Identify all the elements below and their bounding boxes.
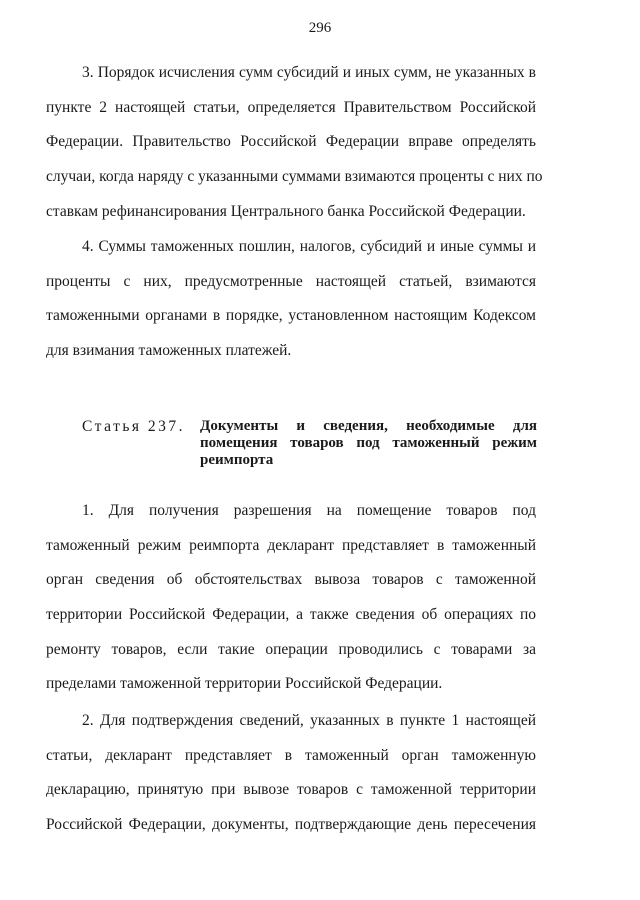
text-line: для взимания таможенных платежей. [46, 342, 292, 360]
article-title [200, 418, 537, 469]
text-line: статьи, декларант представляет в таможенный орган таможенную [46, 746, 536, 764]
text-line: 3. Порядок исчисления сумм субсидий и иных сумм, не указанных в [82, 64, 536, 81]
paragraph-4 [46, 236, 536, 375]
text-line: проценты с них, предусмотренные настоящей статьей, взимаются [46, 272, 536, 290]
text-line: 2. Для подтверждения сведений, указанных в пункте 1 настоящей [82, 712, 536, 729]
text-line: пределами таможенной территории Российской Федерации. [46, 675, 443, 693]
article-label: Статья 237. [82, 418, 186, 435]
text-line: Федерации. Правительство Российской Федерации вправе определять [46, 133, 536, 151]
text-line: 1. Для получения разрешения на помещение товаров под [82, 502, 536, 519]
paragraph-1 [46, 500, 536, 708]
text-line: орган сведения об обстоятельствах вывоза товаров с таможенной [46, 571, 536, 589]
page-number: 296 [308, 20, 332, 36]
article-title-line: реимпорта [200, 452, 274, 468]
text-line: ставкам рефинансирования Центрального банка Российской Федерации. [46, 202, 526, 220]
text-line: 4. Суммы таможенных пошлин, налогов, субсидий и иные суммы и [82, 238, 536, 255]
text-line: таможенными органами в порядке, установленном настоящим Кодексом [46, 307, 536, 325]
text-line: случаи, когда наряду с указанными суммами взимаются проценты с них по [46, 168, 543, 186]
text-line: территории Российской Федерации, а также сведения об операциях по [46, 606, 536, 624]
paragraph-2 [46, 710, 536, 849]
text-line: таможенный режим реимпорта декларант представляет в таможенный [46, 536, 536, 554]
text-line: пункте 2 настоящей статьи, определяется Правительством Российской [46, 98, 536, 116]
text-line: Российской Федерации, документы, подтверждающие день пересечения [46, 816, 536, 834]
article-title-line: Документы и сведения, необходимые для [200, 418, 537, 434]
paragraph-3 [46, 62, 543, 235]
text-line: декларацию, принятую при вывозе товаров с таможенной территории [46, 781, 536, 799]
article-title-line: помещения товаров под таможенный режим [200, 435, 537, 451]
text-line: ремонту товаров, если такие операции проводились с товарами за [46, 640, 536, 658]
